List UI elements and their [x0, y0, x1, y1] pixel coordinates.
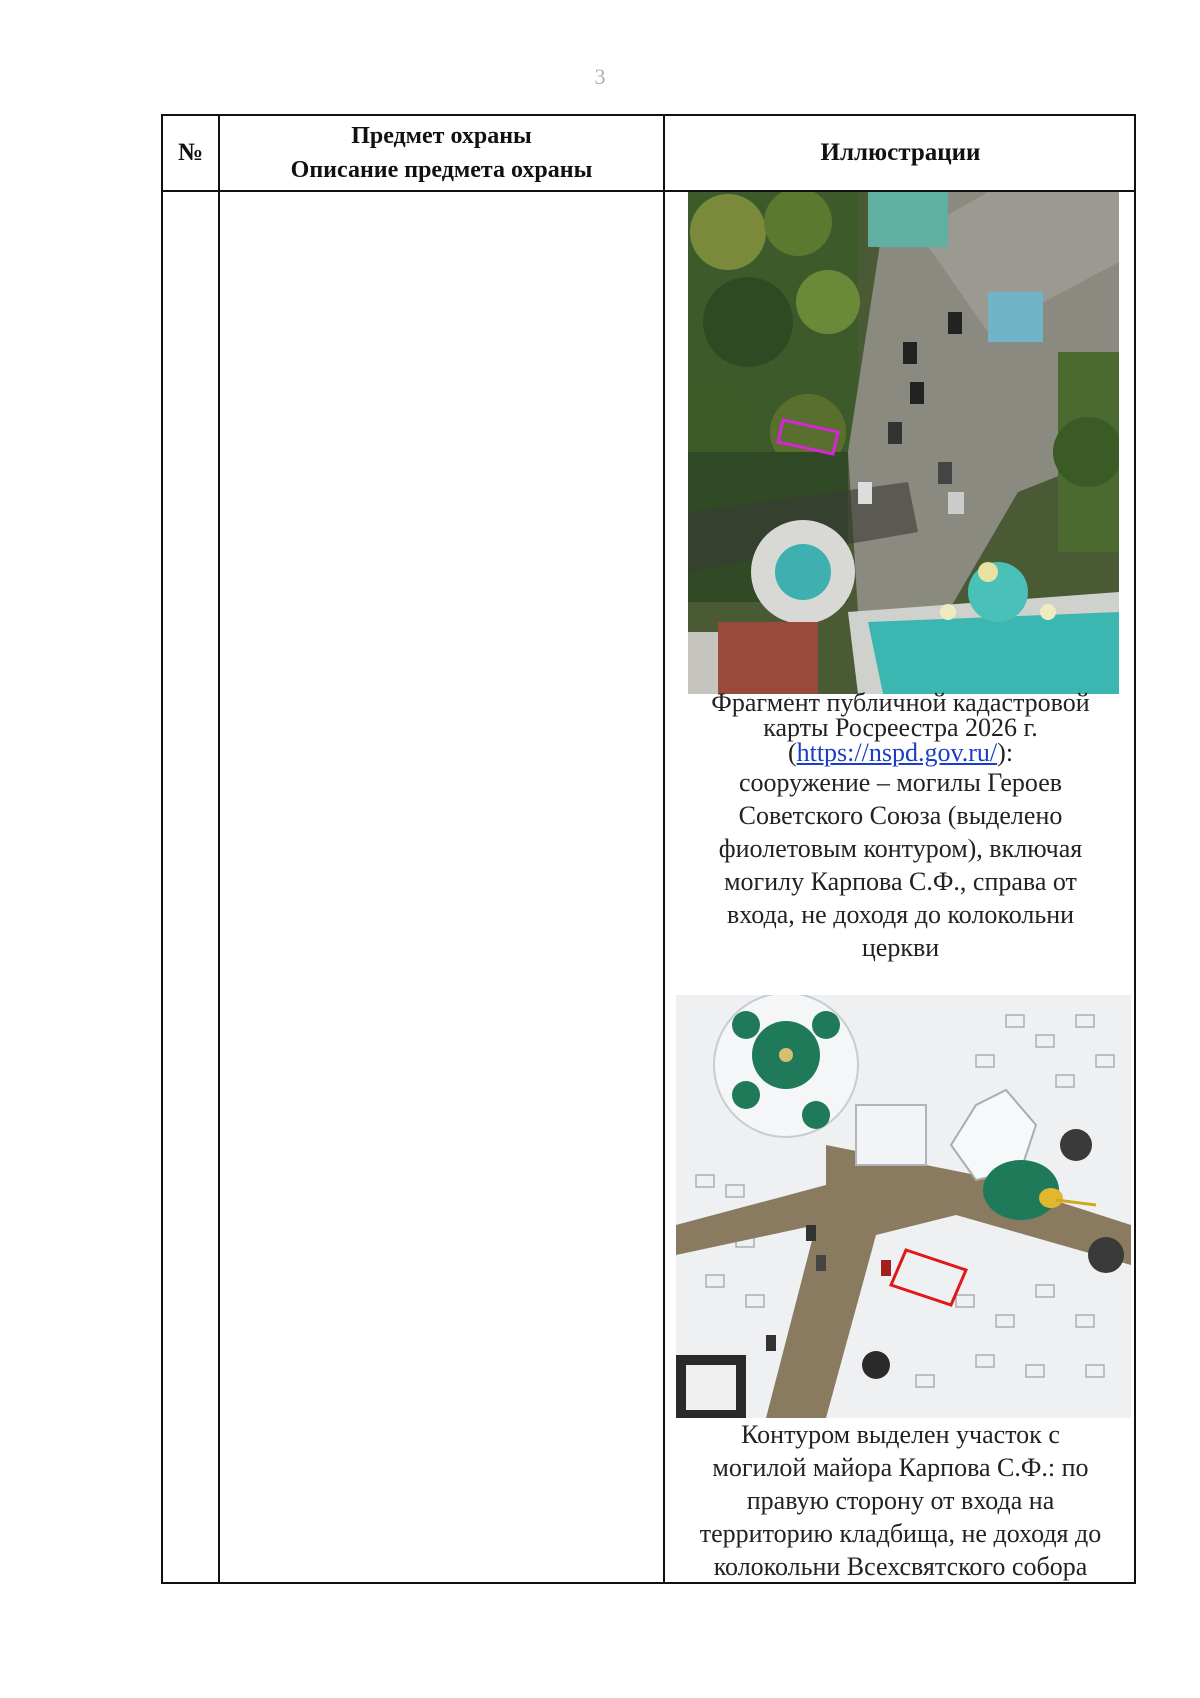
caption-line: входа, не доходя до колокольни — [726, 900, 1075, 929]
caption-line: карты Росреестра 2026 г. — [763, 713, 1038, 742]
page-number: 3 — [594, 64, 606, 89]
link-open-paren: ( — [787, 738, 797, 767]
header-illustrations: Иллюстрации — [820, 139, 981, 166]
caption-line: Советского Союза (выделено — [738, 801, 1063, 830]
header-subject-description: Описание предмета охраны — [290, 157, 593, 183]
aerial-photo-autumn — [688, 192, 1119, 694]
caption-line: церкви — [861, 933, 940, 962]
caption-line: территорию кладбища, не доходя до — [699, 1519, 1102, 1548]
link-close-paren: ): — [997, 738, 1014, 767]
caption-cadastral-title — [665, 690, 1136, 765]
header-number: № — [177, 139, 204, 166]
caption-line: правую сторону от входа на — [746, 1486, 1055, 1515]
caption-cadastral-description — [665, 766, 1136, 964]
caption-line: фиолетовым контуром), включая — [718, 834, 1083, 863]
caption-line: Контуром выделен участок с — [741, 1420, 1060, 1449]
caption-line: колокольни Всехсвятского собора — [713, 1552, 1088, 1581]
caption-line: могилой майора Карпова С.Ф.: по — [712, 1453, 1089, 1482]
caption-link-line — [665, 740, 1136, 765]
column-divider — [218, 116, 220, 1582]
protection-table — [161, 114, 1136, 1584]
aerial-photo-winter — [676, 995, 1131, 1418]
caption-line: могилу Карпова С.Ф., справа от — [724, 867, 1077, 896]
header-subject — [220, 116, 663, 190]
caption-line: Фрагмент публичной кадастровой — [711, 688, 1090, 717]
caption-grave-location — [665, 1418, 1136, 1583]
header-subject-title: Предмет охраны — [351, 123, 532, 149]
caption-line: сооружение – могилы Героев — [738, 768, 1063, 797]
nspd-link[interactable]: https://nspd.gov.ru/ — [796, 738, 998, 767]
